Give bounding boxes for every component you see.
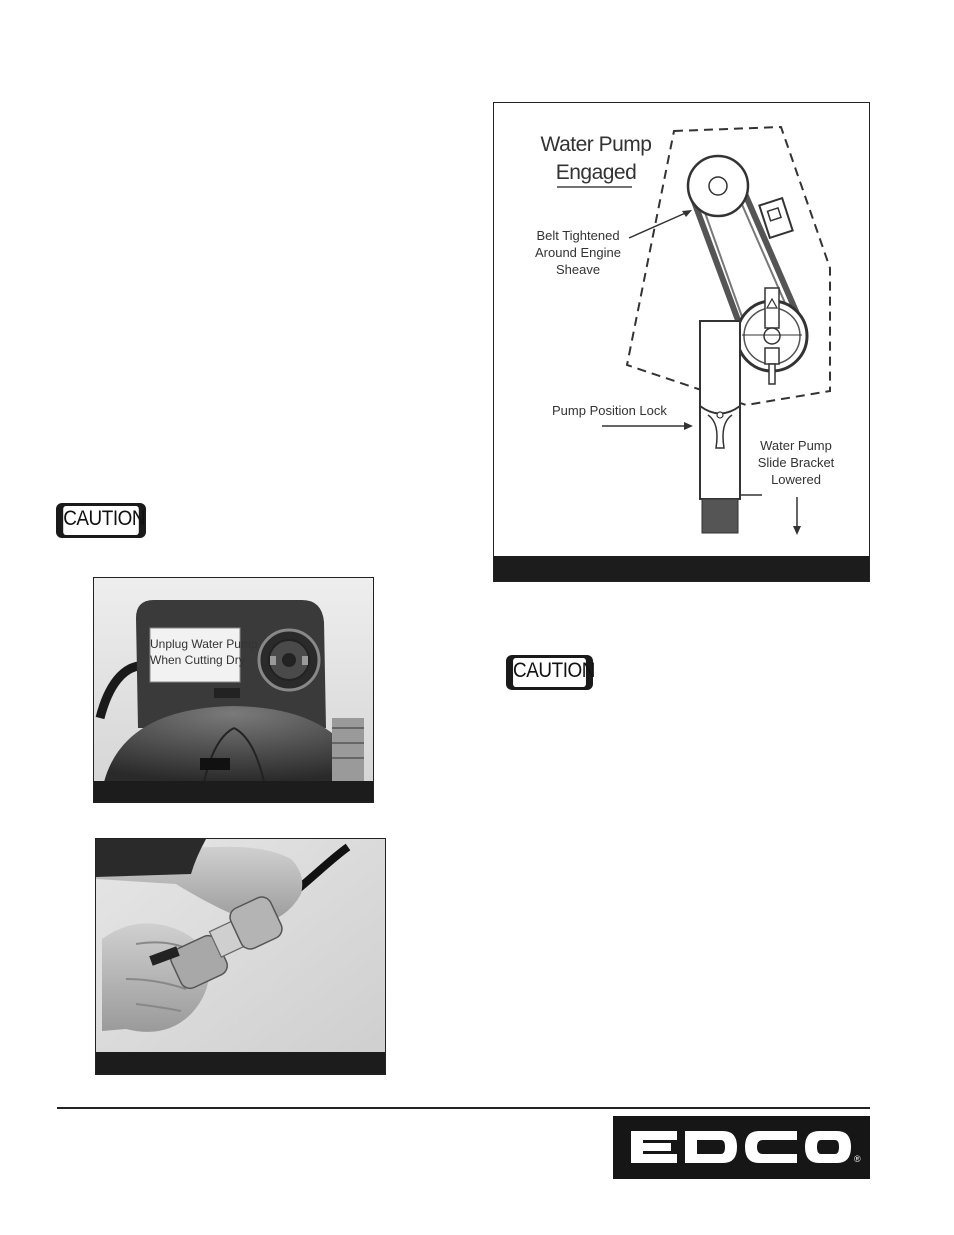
caution-badge-right — [506, 655, 593, 690]
pump-housing-photo-figure — [93, 577, 374, 803]
footer-rule — [57, 1107, 870, 1109]
edco-logo — [613, 1116, 870, 1179]
edco-wordmark — [613, 1116, 870, 1179]
diagram-title-line1: Water Pump — [540, 133, 652, 156]
unplug-photo — [96, 839, 386, 1075]
caution-label: CAUTION — [513, 658, 586, 687]
slide-bracket-lowered-label: Water Pump Slide Bracket Lowered — [757, 438, 835, 487]
registered-mark: ® — [854, 1154, 861, 1164]
pump-position-lock-label: Pump Position Lock — [552, 403, 667, 418]
belt-tightened-label: Belt Tightened Around Engine Sheave — [534, 228, 621, 277]
diagram-caption-bar — [494, 556, 869, 581]
caution-badge-left — [56, 503, 146, 538]
warning-sticker-text: Unplug Water Pump When Cutting Dry — [150, 637, 258, 668]
water-pump-diagram-figure — [493, 102, 870, 582]
caution-label: CAUTION — [63, 506, 139, 535]
pump-housing-photo — [94, 578, 374, 803]
unplug-photo-figure — [95, 838, 386, 1075]
edco-logo-text — [613, 1116, 614, 1117]
diagram-title-line2: Engaged — [555, 161, 637, 184]
diagram-title — [532, 131, 660, 187]
unplug-photo-caption-bar — [96, 1052, 385, 1074]
pump-photo-caption-bar — [94, 781, 373, 802]
